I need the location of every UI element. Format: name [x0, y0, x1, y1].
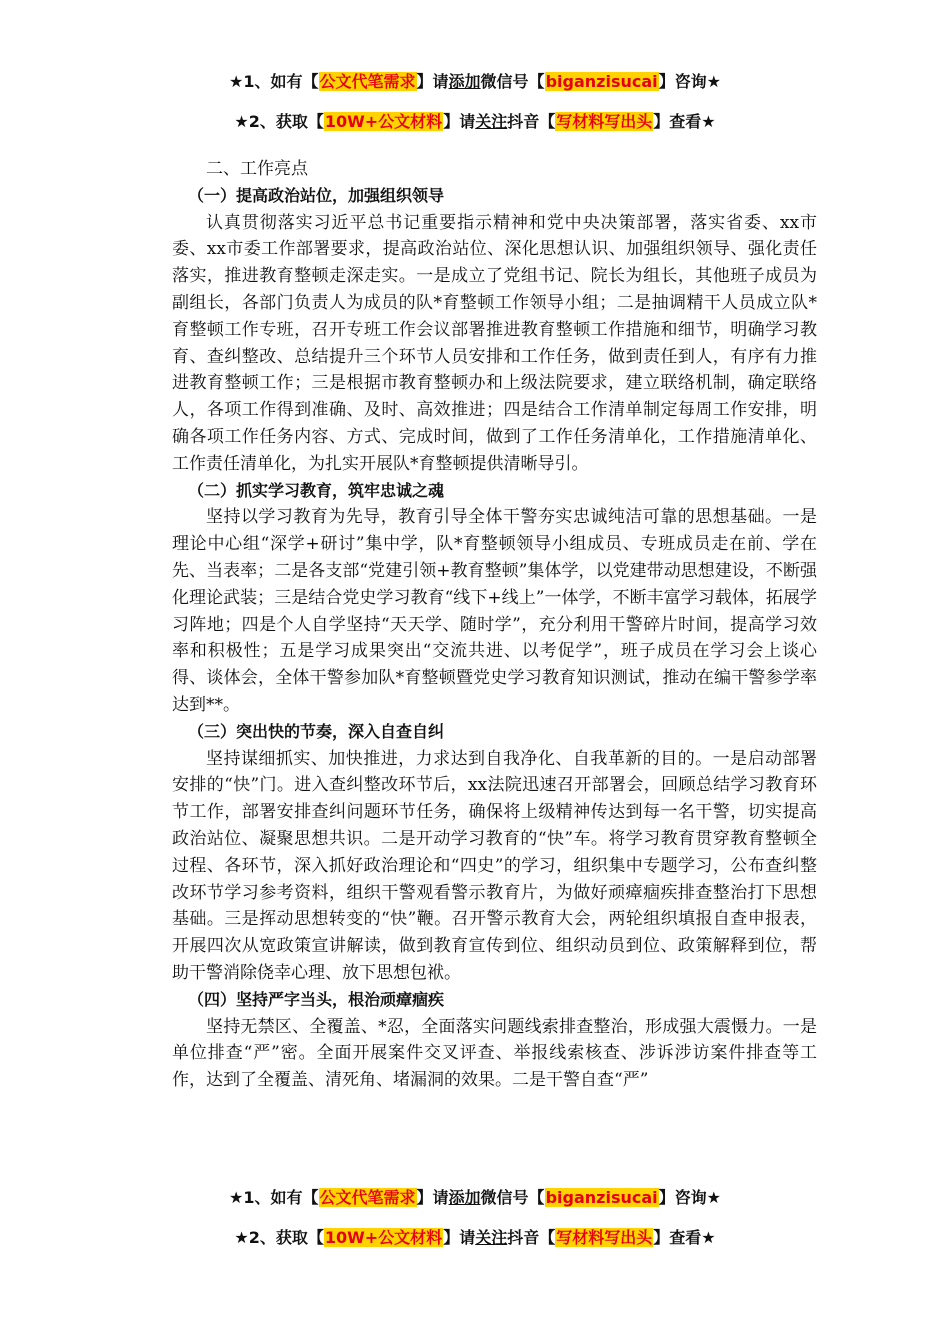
promo-banner-top-line1: ★1、如有【公文代笔需求】请添加微信号【biganzisucai】咨询★: [229, 72, 721, 91]
highlight-douyin: 写材料写出头: [556, 112, 653, 131]
promo-banner-top-line2: ★2、获取【10W+公文材料】请关注抖音【写材料写出头】查看★: [234, 112, 716, 131]
subsection-heading-2: （二）抓实学习教育，筑牢忠诚之魂: [188, 480, 445, 500]
highlight-materials: 10W+公文材料: [324, 1228, 443, 1247]
highlight-service: 公文代笔需求: [319, 1188, 416, 1207]
highlight-wechat-id: biganzisucai: [545, 72, 658, 91]
subsection-heading-3: （三）突出快的节奏，深入自查自纠: [188, 721, 445, 741]
paragraph-1: 认真贯彻落实习近平总书记重要指示精神和党中央决策部署，落实省委、xx市委、xx市委工作部署要求，提高政治站位、深化思想认识、加强组织领导、强化责任落实，推进教育整顿走深走实。一是成立了党组书记、院长为组长，其他班子成员为副组长，各部门负责人为成员的队*育整顿工作领导小组；二是抽调精干人员成立队*育整顿工作专班，召开专班工作会议部署推进教育整顿工作措施和细节，明确学习教育、查纠整改、总结提升三个环节人员安排和工作任务，做到责任到人，有序有力推进教育整顿工作；三是根据市教育整顿办和上级法院要求，建立联络机制，确定联络人，各项工作得到准确、及时、高效推进；四是结合工作清单制定每周工作安排，明确各项工作任务内容、方式、完成时间，做到了工作任务清单化，工作措施清单化、工作责任清单化，为扎实开展队*育整顿提供清晰导引。: [172, 212, 817, 474]
paragraph-3: 坚持谋细抓实、加快推进，力求达到自我净化、自我革新的目的。一是启动部署安排的“快”门。进入查纠整改环节后，xx法院迅速召开部署会，回顾总结学习教育环节工作，部署安排查纠问题环节任务，确保将上级精神传达到每一名干警，切实提高政治站位、凝聚思想共识。二是开动学习教育的“快”车。将学习教育贯穿教育整顿全过程、各环节，深入抓好政治理论和“四史”的学习，组织集中专题学习，公布查纠整改环节学习参考资料，组织干警观看警示教育片，为做好顽瘴痼疾排查整治打下思想基础。三是挥动思想转变的“快”鞭。召开警示教育大会，两轮组织填报自查申报表，开展四次从宽政策宣讲解读，做到教育宣传到位、组织动员到位、政策解释到位，帮助干警消除侥幸心理、放下思想包袱。: [172, 748, 817, 983]
paragraph-4: 坚持无禁区、全覆盖、*忍，全面落实问题线索排查整治，形成强大震慑力。一是单位排查“严”密。全面开展案件交叉评查、举报线索核查、涉诉涉访案件排查等工作，达到了全覆盖、清死角、堵漏洞的效果。二是干警自查“严”: [172, 1016, 817, 1091]
highlight-douyin: 写材料写出头: [556, 1228, 653, 1247]
paragraph-2: 坚持以学习教育为先导，教育引导全体干警夯实忠诚纯洁可靠的思想基础。一是理论中心组“深学+研讨”集中学，队*育整顿领导小组成员、专班成员走在前、学在先、当表率；二是各支部“党建引领+教育整顿”集体学，以党建带动思想建设，不断强化理论武装；三是结合党史学习教育“线下+线上”一体学，不断丰富学习载体，拓展学习阵地；四是个人自学坚持“天天学、随时学”，充分利用干警碎片时间，提高学习效率和积极性；五是学习成果突出“交流共进、以考促学”，班子成员在学习会上谈心得、谈体会，全体干警参加队*育整顿暨党史学习教育知识测试，推动在编干警参学率达到**。: [172, 507, 817, 715]
subsection-heading-4: （四）坚持严字当头，根治顽瘴痼疾: [188, 989, 445, 1009]
subsection-heading-1: （一）提高政治站位，加强组织领导: [188, 185, 445, 205]
document-body: [172, 156, 817, 1094]
section-title: 二、工作亮点: [206, 159, 308, 179]
promo-banner-bottom-line1: ★1、如有【公文代笔需求】请添加微信号【biganzisucai】咨询★: [229, 1188, 721, 1207]
promo-banner-bottom-line2: ★2、获取【10W+公文材料】请关注抖音【写材料写出头】查看★: [234, 1228, 716, 1247]
highlight-service: 公文代笔需求: [319, 72, 416, 91]
highlight-materials: 10W+公文材料: [324, 112, 443, 131]
highlight-wechat-id: biganzisucai: [545, 1188, 658, 1207]
